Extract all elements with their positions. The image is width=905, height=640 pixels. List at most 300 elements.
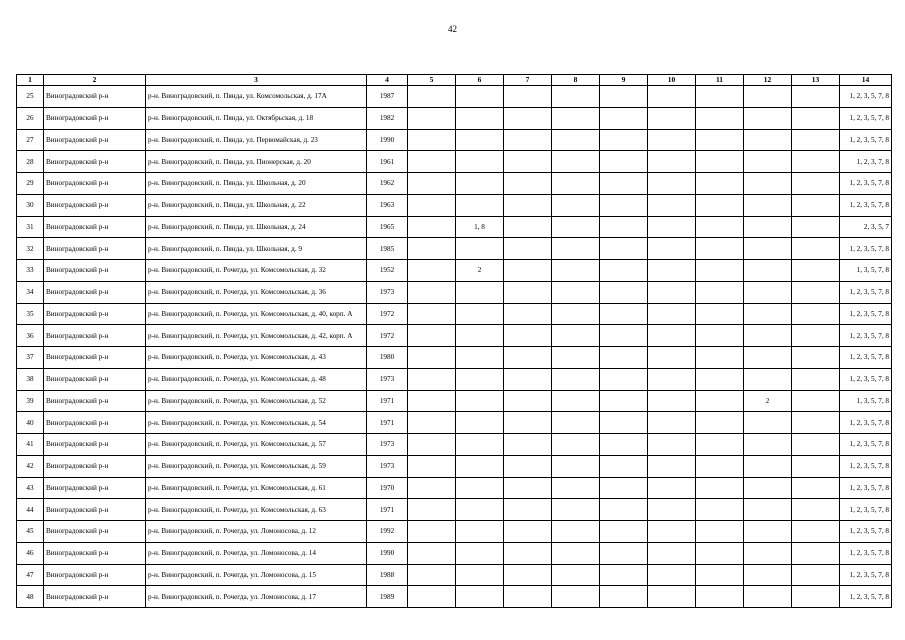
cell-col-9 bbox=[600, 586, 648, 608]
cell-col-6: 1, 8 bbox=[456, 216, 504, 238]
cell-col-6 bbox=[456, 564, 504, 586]
cell-row-number: 35 bbox=[17, 303, 44, 325]
cell-address: р-н. Виноградовский, п. Пянда, ул. Первомайская, д. 23 bbox=[146, 129, 367, 151]
cell-col-13 bbox=[792, 368, 840, 390]
cell-address: р-н. Виноградовский, п. Рочегда, ул. Комсомольская, д. 63 bbox=[146, 499, 367, 521]
cell-col-11 bbox=[696, 281, 744, 303]
cell-col-8 bbox=[552, 434, 600, 456]
cell-col-6 bbox=[456, 586, 504, 608]
cell-col-13 bbox=[792, 325, 840, 347]
cell-col-10 bbox=[648, 542, 696, 564]
cell-col-8 bbox=[552, 412, 600, 434]
column-header-6: 6 bbox=[456, 75, 504, 86]
cell-col-8 bbox=[552, 260, 600, 282]
cell-col-12 bbox=[744, 238, 792, 260]
cell-col-6 bbox=[456, 107, 504, 129]
cell-col-7 bbox=[504, 390, 552, 412]
cell-year: 1973 bbox=[367, 281, 408, 303]
cell-col-7 bbox=[504, 434, 552, 456]
cell-col-8 bbox=[552, 368, 600, 390]
table-row bbox=[17, 368, 892, 390]
cell-col-12 bbox=[744, 129, 792, 151]
cell-row-number: 34 bbox=[17, 281, 44, 303]
cell-col-12 bbox=[744, 586, 792, 608]
cell-address: р-н. Виноградовский, п. Пянда, ул. Школьная, д. 22 bbox=[146, 194, 367, 216]
cell-col-6 bbox=[456, 325, 504, 347]
cell-col-8 bbox=[552, 455, 600, 477]
cell-col-11 bbox=[696, 434, 744, 456]
cell-year: 1961 bbox=[367, 151, 408, 173]
cell-col-10 bbox=[648, 151, 696, 173]
cell-col-9 bbox=[600, 151, 648, 173]
cell-col-11 bbox=[696, 521, 744, 543]
table-row bbox=[17, 173, 892, 195]
cell-col-14: 1, 2, 3, 5, 7, 8 bbox=[840, 107, 892, 129]
cell-col-6 bbox=[456, 129, 504, 151]
cell-col-5 bbox=[408, 238, 456, 260]
table-row bbox=[17, 434, 892, 456]
cell-col-6 bbox=[456, 390, 504, 412]
cell-col-9 bbox=[600, 260, 648, 282]
cell-address: р-н. Виноградовский, п. Пянда, ул. Комсомольская, д. 17А bbox=[146, 86, 367, 108]
column-header-14: 14 bbox=[840, 75, 892, 86]
cell-col-9 bbox=[600, 86, 648, 108]
cell-col-12 bbox=[744, 455, 792, 477]
cell-row-number: 25 bbox=[17, 86, 44, 108]
cell-year: 1973 bbox=[367, 455, 408, 477]
table-row bbox=[17, 281, 892, 303]
cell-year: 1965 bbox=[367, 216, 408, 238]
cell-col-8 bbox=[552, 521, 600, 543]
cell-col-11 bbox=[696, 542, 744, 564]
cell-address: р-н. Виноградовский, п. Рочегда, ул. Комсомольская, д. 43 bbox=[146, 347, 367, 369]
cell-district: Виноградовский р-н bbox=[44, 542, 146, 564]
cell-col-9 bbox=[600, 107, 648, 129]
cell-col-5 bbox=[408, 564, 456, 586]
cell-address: р-н. Виноградовский, п. Пянда, ул. Октябрьская, д. 18 bbox=[146, 107, 367, 129]
cell-col-10 bbox=[648, 303, 696, 325]
cell-col-10 bbox=[648, 216, 696, 238]
cell-address: р-н. Виноградовский, п. Пянда, ул. Школьная, д. 9 bbox=[146, 238, 367, 260]
cell-col-5 bbox=[408, 303, 456, 325]
cell-year: 1972 bbox=[367, 325, 408, 347]
cell-col-7 bbox=[504, 129, 552, 151]
cell-col-13 bbox=[792, 194, 840, 216]
cell-col-14: 1, 2, 3, 5, 7, 8 bbox=[840, 455, 892, 477]
cell-col-9 bbox=[600, 216, 648, 238]
cell-col-14: 1, 2, 3, 5, 7, 8 bbox=[840, 194, 892, 216]
cell-year: 1989 bbox=[367, 586, 408, 608]
cell-address: р-н. Виноградовский, п. Рочегда, ул. Комсомольская, д. 54 bbox=[146, 412, 367, 434]
table-row bbox=[17, 499, 892, 521]
column-header-8: 8 bbox=[552, 75, 600, 86]
cell-col-6: 2 bbox=[456, 260, 504, 282]
cell-col-7 bbox=[504, 281, 552, 303]
cell-col-6 bbox=[456, 521, 504, 543]
cell-district: Виноградовский р-н bbox=[44, 477, 146, 499]
cell-col-9 bbox=[600, 173, 648, 195]
cell-district: Виноградовский р-н bbox=[44, 303, 146, 325]
cell-col-12 bbox=[744, 499, 792, 521]
cell-col-14: 1, 2, 3, 5, 7, 8 bbox=[840, 173, 892, 195]
cell-col-10 bbox=[648, 194, 696, 216]
cell-address: р-н. Виноградовский, п. Рочегда, ул. Ломоносова, д. 14 bbox=[146, 542, 367, 564]
cell-col-10 bbox=[648, 107, 696, 129]
cell-row-number: 40 bbox=[17, 412, 44, 434]
cell-col-14: 1, 2, 3, 5, 7, 8 bbox=[840, 238, 892, 260]
cell-year: 1970 bbox=[367, 477, 408, 499]
cell-year: 1988 bbox=[367, 564, 408, 586]
cell-col-8 bbox=[552, 325, 600, 347]
cell-col-13 bbox=[792, 477, 840, 499]
cell-row-number: 29 bbox=[17, 173, 44, 195]
cell-col-5 bbox=[408, 521, 456, 543]
cell-address: р-н. Виноградовский, п. Рочегда, ул. Комсомольская, д. 48 bbox=[146, 368, 367, 390]
cell-col-12 bbox=[744, 347, 792, 369]
cell-col-5 bbox=[408, 412, 456, 434]
cell-row-number: 38 bbox=[17, 368, 44, 390]
cell-row-number: 28 bbox=[17, 151, 44, 173]
cell-col-7 bbox=[504, 477, 552, 499]
cell-col-7 bbox=[504, 586, 552, 608]
cell-col-14: 1, 2, 3, 5, 7, 8 bbox=[840, 564, 892, 586]
cell-col-11 bbox=[696, 368, 744, 390]
cell-district: Виноградовский р-н bbox=[44, 216, 146, 238]
cell-col-5 bbox=[408, 542, 456, 564]
cell-col-7 bbox=[504, 151, 552, 173]
cell-col-11 bbox=[696, 151, 744, 173]
cell-col-14: 1, 2, 3, 5, 7, 8 bbox=[840, 347, 892, 369]
cell-col-12: 2 bbox=[744, 390, 792, 412]
cell-col-11 bbox=[696, 586, 744, 608]
cell-col-6 bbox=[456, 151, 504, 173]
cell-col-14: 1, 2, 3, 5, 7, 8 bbox=[840, 434, 892, 456]
cell-col-5 bbox=[408, 477, 456, 499]
cell-col-14: 1, 2, 3, 5, 7, 8 bbox=[840, 86, 892, 108]
cell-col-10 bbox=[648, 455, 696, 477]
cell-row-number: 26 bbox=[17, 107, 44, 129]
cell-district: Виноградовский р-н bbox=[44, 238, 146, 260]
cell-col-6 bbox=[456, 412, 504, 434]
cell-col-6 bbox=[456, 303, 504, 325]
table-row bbox=[17, 455, 892, 477]
cell-col-14: 1, 3, 5, 7, 8 bbox=[840, 390, 892, 412]
cell-district: Виноградовский р-н bbox=[44, 107, 146, 129]
cell-row-number: 27 bbox=[17, 129, 44, 151]
table-row bbox=[17, 564, 892, 586]
column-header-7: 7 bbox=[504, 75, 552, 86]
cell-col-14: 1, 2, 3, 5, 7, 8 bbox=[840, 325, 892, 347]
cell-col-5 bbox=[408, 129, 456, 151]
cell-year: 1992 bbox=[367, 521, 408, 543]
cell-col-5 bbox=[408, 368, 456, 390]
cell-col-11 bbox=[696, 173, 744, 195]
cell-col-6 bbox=[456, 434, 504, 456]
cell-col-14: 1, 2, 3, 5, 7, 8 bbox=[840, 412, 892, 434]
cell-col-13 bbox=[792, 303, 840, 325]
cell-row-number: 46 bbox=[17, 542, 44, 564]
cell-col-5 bbox=[408, 86, 456, 108]
cell-col-13 bbox=[792, 499, 840, 521]
cell-col-12 bbox=[744, 303, 792, 325]
cell-col-7 bbox=[504, 325, 552, 347]
column-header-13: 13 bbox=[792, 75, 840, 86]
table-row bbox=[17, 412, 892, 434]
cell-address: р-н. Виноградовский, п. Рочегда, ул. Ломоносова, д. 17 bbox=[146, 586, 367, 608]
table-row bbox=[17, 586, 892, 608]
cell-col-7 bbox=[504, 238, 552, 260]
cell-col-14: 1, 2, 3, 5, 7, 8 bbox=[840, 586, 892, 608]
cell-address: р-н. Виноградовский, п. Рочегда, ул. Комсомольская, д. 40, корп. А bbox=[146, 303, 367, 325]
cell-col-14: 1, 2, 3, 5, 7, 8 bbox=[840, 521, 892, 543]
cell-row-number: 30 bbox=[17, 194, 44, 216]
cell-col-10 bbox=[648, 86, 696, 108]
cell-col-7 bbox=[504, 107, 552, 129]
cell-col-5 bbox=[408, 194, 456, 216]
cell-year: 1962 bbox=[367, 173, 408, 195]
cell-col-14: 1, 2, 3, 7, 8 bbox=[840, 151, 892, 173]
cell-col-7 bbox=[504, 216, 552, 238]
cell-col-13 bbox=[792, 238, 840, 260]
cell-col-13 bbox=[792, 434, 840, 456]
column-header-5: 5 bbox=[408, 75, 456, 86]
cell-district: Виноградовский р-н bbox=[44, 412, 146, 434]
cell-col-13 bbox=[792, 281, 840, 303]
cell-col-13 bbox=[792, 455, 840, 477]
cell-col-7 bbox=[504, 368, 552, 390]
cell-col-12 bbox=[744, 477, 792, 499]
cell-col-8 bbox=[552, 281, 600, 303]
cell-col-11 bbox=[696, 455, 744, 477]
cell-year: 1973 bbox=[367, 434, 408, 456]
cell-col-10 bbox=[648, 325, 696, 347]
cell-col-6 bbox=[456, 542, 504, 564]
cell-col-12 bbox=[744, 281, 792, 303]
column-header-4: 4 bbox=[367, 75, 408, 86]
cell-col-13 bbox=[792, 412, 840, 434]
cell-col-9 bbox=[600, 455, 648, 477]
cell-col-9 bbox=[600, 194, 648, 216]
cell-col-10 bbox=[648, 390, 696, 412]
cell-col-10 bbox=[648, 238, 696, 260]
cell-year: 1985 bbox=[367, 238, 408, 260]
cell-col-11 bbox=[696, 477, 744, 499]
cell-address: р-н. Виноградовский, п. Рочегда, ул. Комсомольская, д. 52 bbox=[146, 390, 367, 412]
cell-row-number: 44 bbox=[17, 499, 44, 521]
cell-col-13 bbox=[792, 216, 840, 238]
cell-col-14: 1, 2, 3, 5, 7, 8 bbox=[840, 281, 892, 303]
cell-col-5 bbox=[408, 390, 456, 412]
cell-col-12 bbox=[744, 86, 792, 108]
cell-address: р-н. Виноградовский, п. Рочегда, ул. Комсомольская, д. 57 bbox=[146, 434, 367, 456]
cell-col-6 bbox=[456, 455, 504, 477]
cell-col-10 bbox=[648, 499, 696, 521]
table-row bbox=[17, 390, 892, 412]
cell-address: р-н. Виноградовский, п. Рочегда, ул. Комсомольская, д. 61 bbox=[146, 477, 367, 499]
cell-col-11 bbox=[696, 412, 744, 434]
cell-year: 1971 bbox=[367, 390, 408, 412]
cell-row-number: 32 bbox=[17, 238, 44, 260]
table-row bbox=[17, 260, 892, 282]
cell-col-11 bbox=[696, 194, 744, 216]
cell-district: Виноградовский р-н bbox=[44, 521, 146, 543]
cell-col-5 bbox=[408, 216, 456, 238]
table-row bbox=[17, 477, 892, 499]
cell-col-7 bbox=[504, 499, 552, 521]
cell-col-14: 2, 3, 5, 7 bbox=[840, 216, 892, 238]
cell-year: 1982 bbox=[367, 107, 408, 129]
cell-col-13 bbox=[792, 86, 840, 108]
cell-col-8 bbox=[552, 347, 600, 369]
cell-district: Виноградовский р-н bbox=[44, 260, 146, 282]
cell-col-14: 1, 2, 3, 5, 7, 8 bbox=[840, 477, 892, 499]
column-header-12: 12 bbox=[744, 75, 792, 86]
cell-col-9 bbox=[600, 238, 648, 260]
cell-col-9 bbox=[600, 281, 648, 303]
cell-col-11 bbox=[696, 347, 744, 369]
cell-col-14: 1, 2, 3, 5, 7, 8 bbox=[840, 368, 892, 390]
cell-year: 1952 bbox=[367, 260, 408, 282]
cell-col-12 bbox=[744, 542, 792, 564]
cell-row-number: 48 bbox=[17, 586, 44, 608]
cell-col-7 bbox=[504, 173, 552, 195]
cell-col-11 bbox=[696, 390, 744, 412]
cell-col-5 bbox=[408, 173, 456, 195]
cell-col-7 bbox=[504, 564, 552, 586]
cell-col-9 bbox=[600, 303, 648, 325]
table-row bbox=[17, 194, 892, 216]
cell-col-13 bbox=[792, 260, 840, 282]
register-table bbox=[16, 74, 892, 608]
cell-col-8 bbox=[552, 586, 600, 608]
cell-col-13 bbox=[792, 173, 840, 195]
cell-col-8 bbox=[552, 151, 600, 173]
cell-col-7 bbox=[504, 521, 552, 543]
cell-row-number: 36 bbox=[17, 325, 44, 347]
cell-district: Виноградовский р-н bbox=[44, 586, 146, 608]
cell-district: Виноградовский р-н bbox=[44, 325, 146, 347]
cell-col-5 bbox=[408, 281, 456, 303]
cell-district: Виноградовский р-н bbox=[44, 173, 146, 195]
cell-col-10 bbox=[648, 412, 696, 434]
cell-district: Виноградовский р-н bbox=[44, 564, 146, 586]
table-row bbox=[17, 216, 892, 238]
cell-row-number: 42 bbox=[17, 455, 44, 477]
cell-col-12 bbox=[744, 521, 792, 543]
cell-address: р-н. Виноградовский, п. Рочегда, ул. Комсомольская, д. 36 bbox=[146, 281, 367, 303]
cell-col-7 bbox=[504, 412, 552, 434]
table-row bbox=[17, 238, 892, 260]
cell-col-13 bbox=[792, 347, 840, 369]
cell-address: р-н. Виноградовский, п. Пянда, ул. Школьная, д. 20 bbox=[146, 173, 367, 195]
cell-col-5 bbox=[408, 347, 456, 369]
cell-col-14: 1, 3, 5, 7, 8 bbox=[840, 260, 892, 282]
cell-col-11 bbox=[696, 129, 744, 151]
cell-col-9 bbox=[600, 390, 648, 412]
cell-col-12 bbox=[744, 325, 792, 347]
cell-row-number: 33 bbox=[17, 260, 44, 282]
table-row bbox=[17, 542, 892, 564]
cell-col-6 bbox=[456, 347, 504, 369]
cell-year: 1990 bbox=[367, 129, 408, 151]
cell-col-12 bbox=[744, 564, 792, 586]
column-header-11: 11 bbox=[696, 75, 744, 86]
cell-district: Виноградовский р-н bbox=[44, 434, 146, 456]
cell-district: Виноградовский р-н bbox=[44, 390, 146, 412]
page-number: 42 bbox=[448, 24, 457, 34]
cell-address: р-н. Виноградовский, п. Рочегда, ул. Комсомольская, д. 32 bbox=[146, 260, 367, 282]
cell-col-9 bbox=[600, 521, 648, 543]
table-row bbox=[17, 303, 892, 325]
cell-district: Виноградовский р-н bbox=[44, 368, 146, 390]
cell-col-6 bbox=[456, 368, 504, 390]
cell-col-10 bbox=[648, 586, 696, 608]
cell-address: р-н. Виноградовский, п. Пянда, ул. Школьная, д. 24 bbox=[146, 216, 367, 238]
table-row bbox=[17, 325, 892, 347]
cell-year: 1963 bbox=[367, 194, 408, 216]
cell-col-9 bbox=[600, 412, 648, 434]
cell-col-9 bbox=[600, 434, 648, 456]
cell-col-5 bbox=[408, 107, 456, 129]
cell-col-10 bbox=[648, 521, 696, 543]
column-header-3: 3 bbox=[146, 75, 367, 86]
cell-col-6 bbox=[456, 499, 504, 521]
table-row bbox=[17, 151, 892, 173]
cell-col-7 bbox=[504, 194, 552, 216]
cell-col-9 bbox=[600, 368, 648, 390]
cell-col-14: 1, 2, 3, 5, 7, 8 bbox=[840, 129, 892, 151]
cell-col-5 bbox=[408, 455, 456, 477]
cell-col-13 bbox=[792, 129, 840, 151]
cell-col-11 bbox=[696, 238, 744, 260]
cell-year: 1971 bbox=[367, 499, 408, 521]
cell-col-12 bbox=[744, 412, 792, 434]
cell-col-12 bbox=[744, 194, 792, 216]
cell-row-number: 45 bbox=[17, 521, 44, 543]
cell-year: 1987 bbox=[367, 86, 408, 108]
cell-col-5 bbox=[408, 151, 456, 173]
cell-col-13 bbox=[792, 542, 840, 564]
cell-col-12 bbox=[744, 173, 792, 195]
cell-col-14: 1, 2, 3, 5, 7, 8 bbox=[840, 542, 892, 564]
cell-row-number: 39 bbox=[17, 390, 44, 412]
cell-year: 1973 bbox=[367, 368, 408, 390]
cell-col-12 bbox=[744, 216, 792, 238]
cell-col-10 bbox=[648, 173, 696, 195]
column-header-1: 1 bbox=[17, 75, 44, 86]
cell-col-5 bbox=[408, 434, 456, 456]
cell-col-6 bbox=[456, 194, 504, 216]
cell-col-6 bbox=[456, 86, 504, 108]
cell-col-7 bbox=[504, 542, 552, 564]
cell-col-12 bbox=[744, 434, 792, 456]
cell-col-11 bbox=[696, 260, 744, 282]
column-header-9: 9 bbox=[600, 75, 648, 86]
cell-col-8 bbox=[552, 303, 600, 325]
cell-col-11 bbox=[696, 303, 744, 325]
cell-address: р-н. Виноградовский, п. Рочегда, ул. Комсомольская, д. 42, корп. А bbox=[146, 325, 367, 347]
cell-col-8 bbox=[552, 499, 600, 521]
cell-address: р-н. Виноградовский, п. Пянда, ул. Пионерская, д. 20 bbox=[146, 151, 367, 173]
cell-col-8 bbox=[552, 86, 600, 108]
cell-col-11 bbox=[696, 107, 744, 129]
cell-district: Виноградовский р-н bbox=[44, 86, 146, 108]
cell-col-10 bbox=[648, 477, 696, 499]
cell-col-7 bbox=[504, 260, 552, 282]
cell-col-13 bbox=[792, 586, 840, 608]
cell-col-6 bbox=[456, 281, 504, 303]
cell-col-8 bbox=[552, 107, 600, 129]
